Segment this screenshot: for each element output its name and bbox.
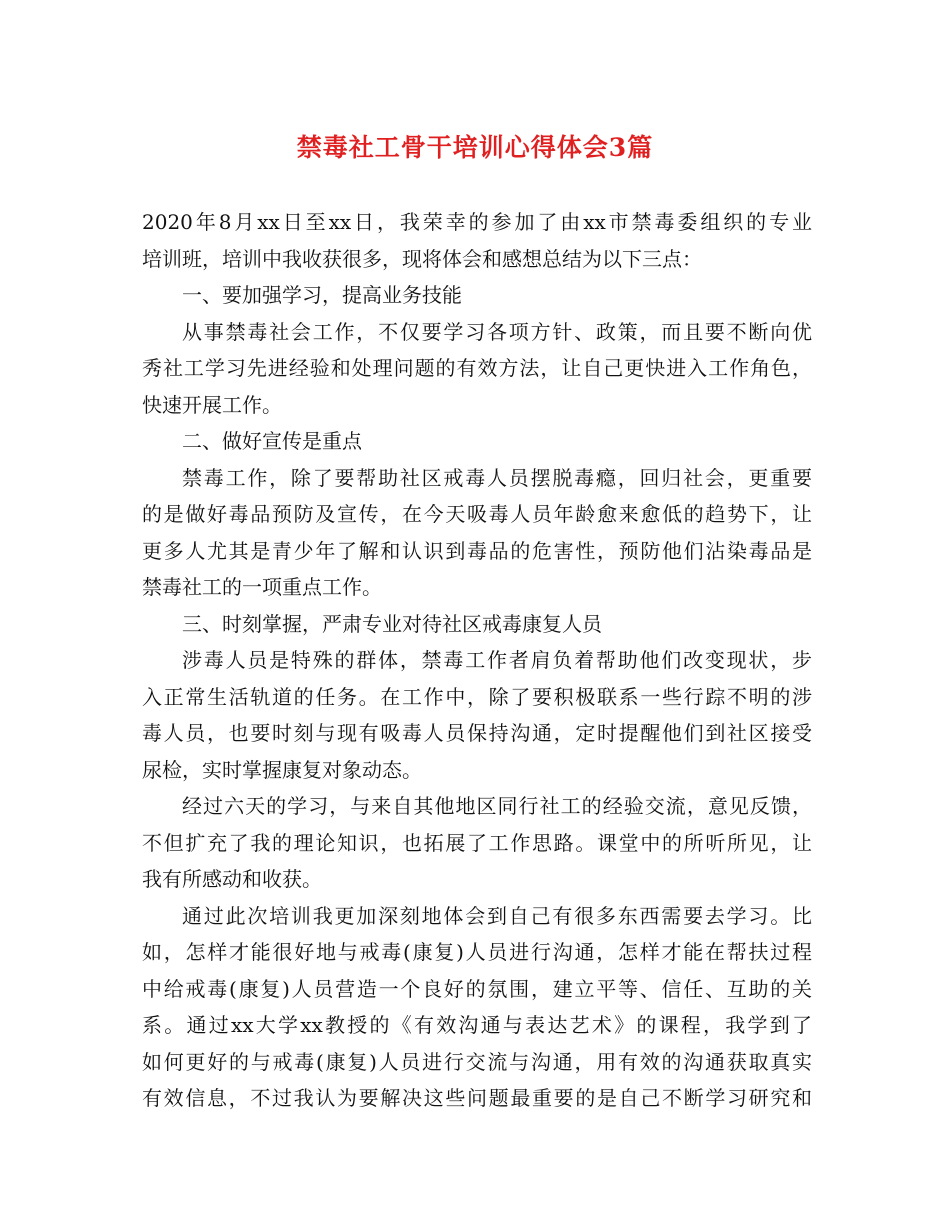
text-line: 中给戒毒(康复)人员营造一个良好的氛围，建立平等、信任、互助的关 [142,976,812,1001]
text-line: 涉毒人员是特殊的群体，禁毒工作者肩负着帮助他们改变现状，步 [182,648,812,672]
text-line: 如，怎样才能很好地与戒毒(康复)人员进行沟通，怎样才能在帮扶过程 [142,940,812,964]
text-line: 秀社工学习先进经验和处理问题的有效方法，让自己更快进入工作角色， [142,356,812,380]
text-line: 2020年8月xx日至xx日，我荣幸的参加了由xx市禁毒委组织的专业 [142,210,812,234]
text-line: 从事禁毒社会工作，不仅要学习各项方针、政策，而且要不断向优 [182,319,812,344]
text-line: 禁毒工作，除了要帮助社区戒毒人员摆脱毒瘾，回归社会，更重要 [182,465,812,490]
text-line: 禁毒社工的一项重点工作。 [142,575,382,599]
text-line: 不但扩充了我的理论知识，也拓展了工作思路。课堂中的所听所见，让 [142,830,812,855]
text-line: 快速开展工作。 [142,392,282,417]
text-line: 二、做好宣传是重点 [182,429,362,453]
text-line: 入正常生活轨道的任务。在工作中，除了要积极联系一些行踪不明的涉 [142,684,812,709]
text-line: 尿检，实时掌握康复对象动态。 [142,757,422,782]
document-title: 禁毒社工骨干培训心得体会3篇 [296,133,654,162]
text-line: 通过此次培训我更加深刻地体会到自己有很多东西需要去学习。比 [182,903,812,928]
text-line: 经过六天的学习，与来自其他地区同行社工的经验交流，意见反馈， [182,794,812,818]
text-line: 培训班，培训中我收获很多，现将体会和感想总结为以下三点： [142,246,702,271]
text-line: 系。通过xx大学xx教授的《有效沟通与表达艺术》的课程，我学到了 [142,1013,812,1037]
text-line: 一、要加强学习，提高业务技能 [182,283,462,307]
text-line: 毒人员，也要时刻与现有吸毒人员保持沟通，定时提醒他们到社区接受 [142,721,812,745]
document-body [142,204,812,1117]
text-line: 更多人尤其是青少年了解和认识到毒品的危害性，预防他们沾染毒品是 [142,538,812,563]
text-line: 有效信息，不过我认为要解决这些问题最重要的是自己不断学习研究和 [142,1086,812,1110]
text-line: 如何更好的与戒毒(康复)人员进行交流与沟通，用有效的沟通获取真实 [142,1049,812,1074]
text-line: 我有所感动和收获。 [142,867,322,891]
text-line: 的是做好毒品预防及宣传，在今天吸毒人员年龄愈来愈低的趋势下，让 [142,502,812,526]
text-line: 三、时刻掌握，严肃专业对待社区戒毒康复人员 [182,611,602,636]
